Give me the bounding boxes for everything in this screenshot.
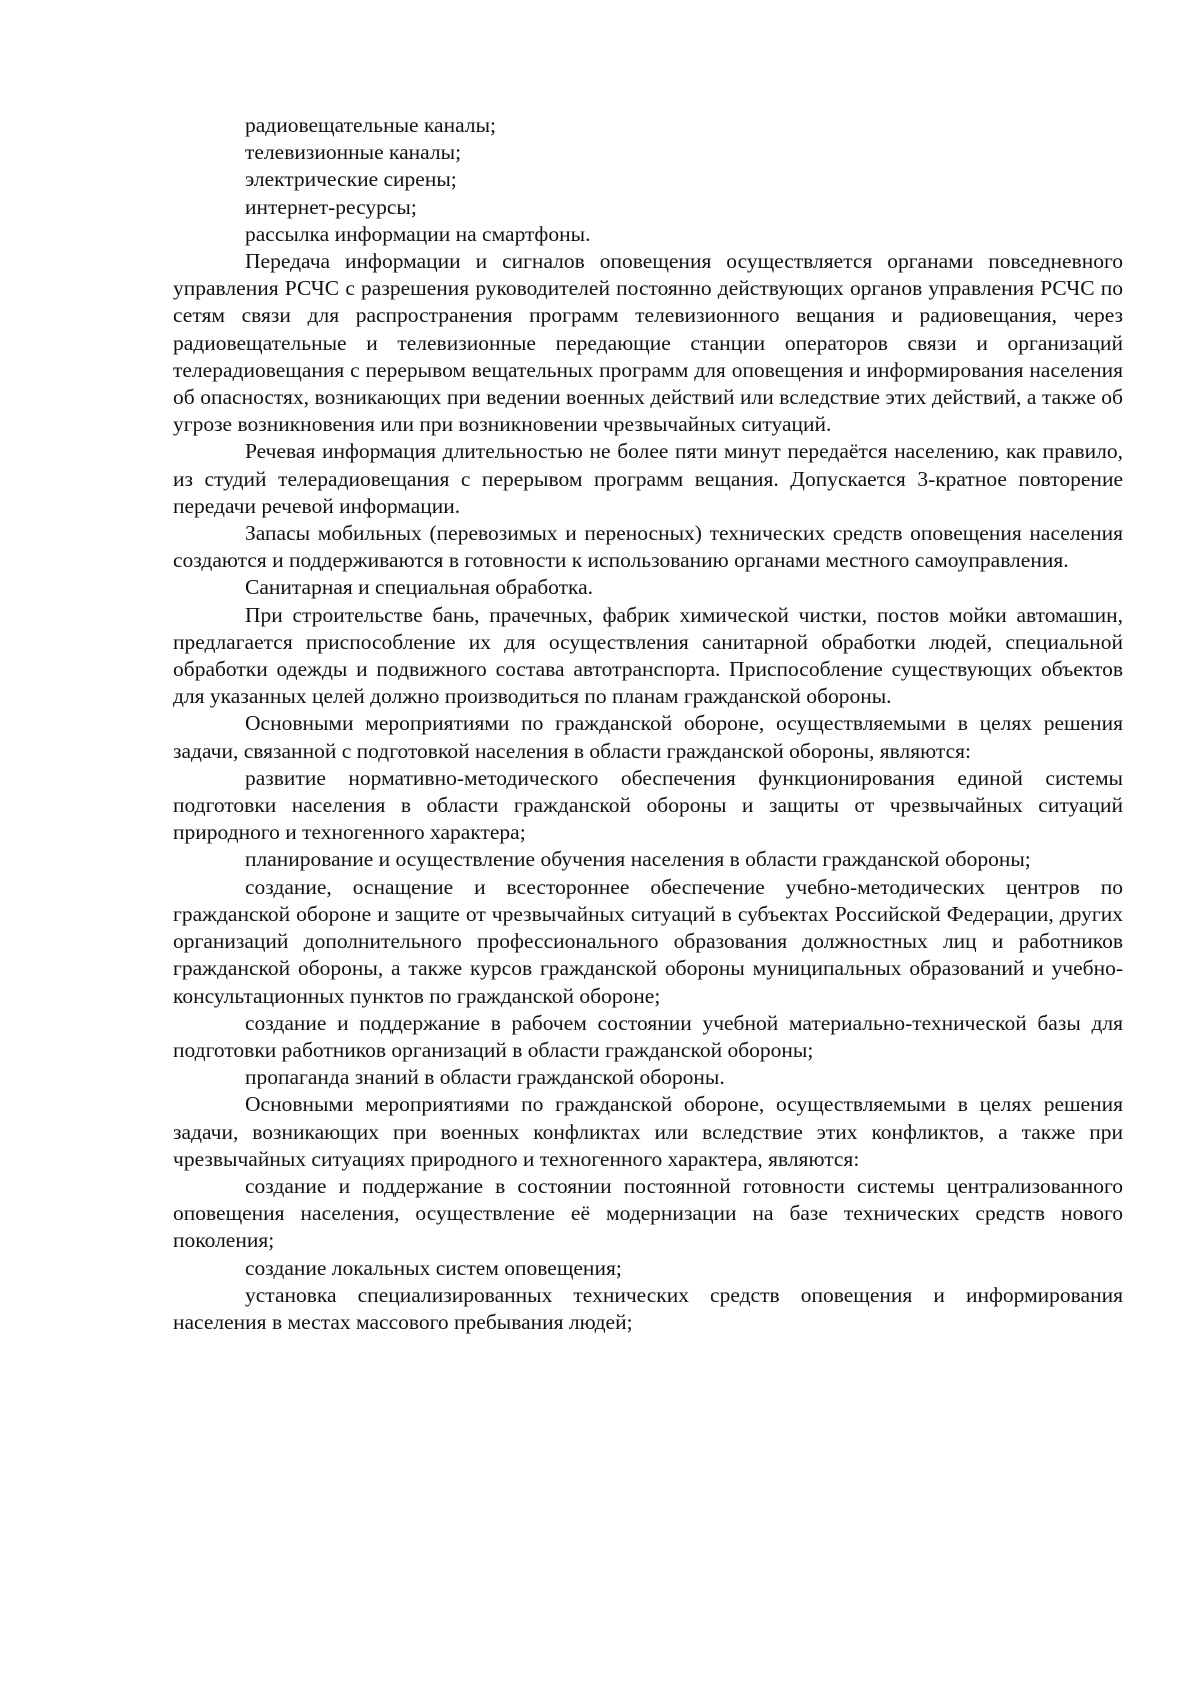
paragraph-specialized-equipment: установка специализированных технических средств оповещения и информирования населения в местах массового пребывания людей; — [173, 1282, 1123, 1334]
paragraph-mobile-reserves: Запасы мобильных (перевозимых и переносных) технических средств оповещения населения создаются и поддерживаются в готовности к использованию органами местного самоуправления. — [173, 521, 1123, 573]
paragraph-training-measures-intro: Основными мероприятиями по гражданской обороне, осуществляемыми в целях решения задачи, связанной с подготовкой населения в области гражданской обороны, являются: — [173, 711, 1123, 763]
list-item: интернет-ресурсы; — [245, 194, 417, 219]
list-item: электрические сирены; — [245, 167, 457, 192]
paragraph-conflict-measures-intro: Основными мероприятиями по гражданской обороне, осуществляемыми в целях решения задачи, возникающих при военных конфликтах или вследствие этих конфликтов, а также при чрезвычайных ситуациях природного и техногенного характера, являются: — [173, 1092, 1123, 1171]
section-heading-sanitary: Санитарная и специальная обработка. — [245, 575, 594, 600]
paragraph-sanitary-facilities: При строительстве бань, прачечных, фабрик химической чистки, постов мойки автомашин, предлагается приспособление их для осуществления санитарной обработки людей, специальной обработки одежды и подвижного состава автотранспорта. Приспособление существующих объектов для указанных целей должно производиться по планам гражданской обороны. — [173, 602, 1123, 709]
document-page — [173, 112, 1123, 1336]
list-item: рассылка информации на смартфоны. — [245, 221, 591, 246]
paragraph-local-alert-systems: создание локальных систем оповещения; — [245, 1255, 622, 1280]
paragraph-material-base: создание и поддержание в рабочем состоянии учебной материально-технической базы для подготовки работников организаций в области гражданской обороны; — [173, 1010, 1123, 1062]
paragraph-normative-support: развитие нормативно-методического обеспечения функционирования единой системы подготовки населения в области гражданской обороны и защиты от чрезвычайных ситуаций природного и техногенного характера; — [173, 765, 1123, 845]
paragraph-central-alert-system: создание и поддержание в состоянии постоянной готовности системы централизованного оповещения населения, осуществление её модернизации на базе технических средств нового поколения; — [173, 1173, 1123, 1253]
paragraph-training-planning: планирование и осуществление обучения населения в области гражданской обороны; — [245, 847, 1031, 872]
list-item: телевизионные каналы; — [245, 140, 462, 165]
list-item: радиовещательные каналы; — [245, 113, 496, 137]
paragraph-alert-transmission: Передача информации и сигналов оповещения осуществляется органами повседневного управления РСЧС с разрешения руководителей постоянно действующих органов управления РСЧС по сетям связи для распространения программ телевизионного вещания и радиовещания, через радиовещательные и телевизионные передающие станции операторов связи и организаций телерадиовещания с перерывом вещательных программ для оповещения и информирования населения об опасностях, возникающих при ведении военных действий или вследствие этих действий, а также об угрозе возникновения или при возникновении чрезвычайных ситуаций. — [173, 249, 1123, 437]
paragraph-training-centers: создание, оснащение и всестороннее обеспечение учебно-методических центров по гражданской обороне и защите от чрезвычайных ситуаций в субъектах Российской Федерации, других организаций дополнительного профессионального образования должностных лиц и работников гражданской обороны, а также курсов гражданской обороны муниципальных образований и учебно-консультационных пунктов по гражданской обороне; — [173, 874, 1123, 1008]
paragraph-speech-info: Речевая информация длительностью не более пяти минут передаётся населению, как правило, из студий телерадиовещания с перерывом программ вещания. Допускается 3-кратное повторение передачи речевой информации. — [173, 439, 1123, 518]
paragraph-propaganda: пропаганда знаний в области гражданской обороны. — [245, 1065, 725, 1090]
